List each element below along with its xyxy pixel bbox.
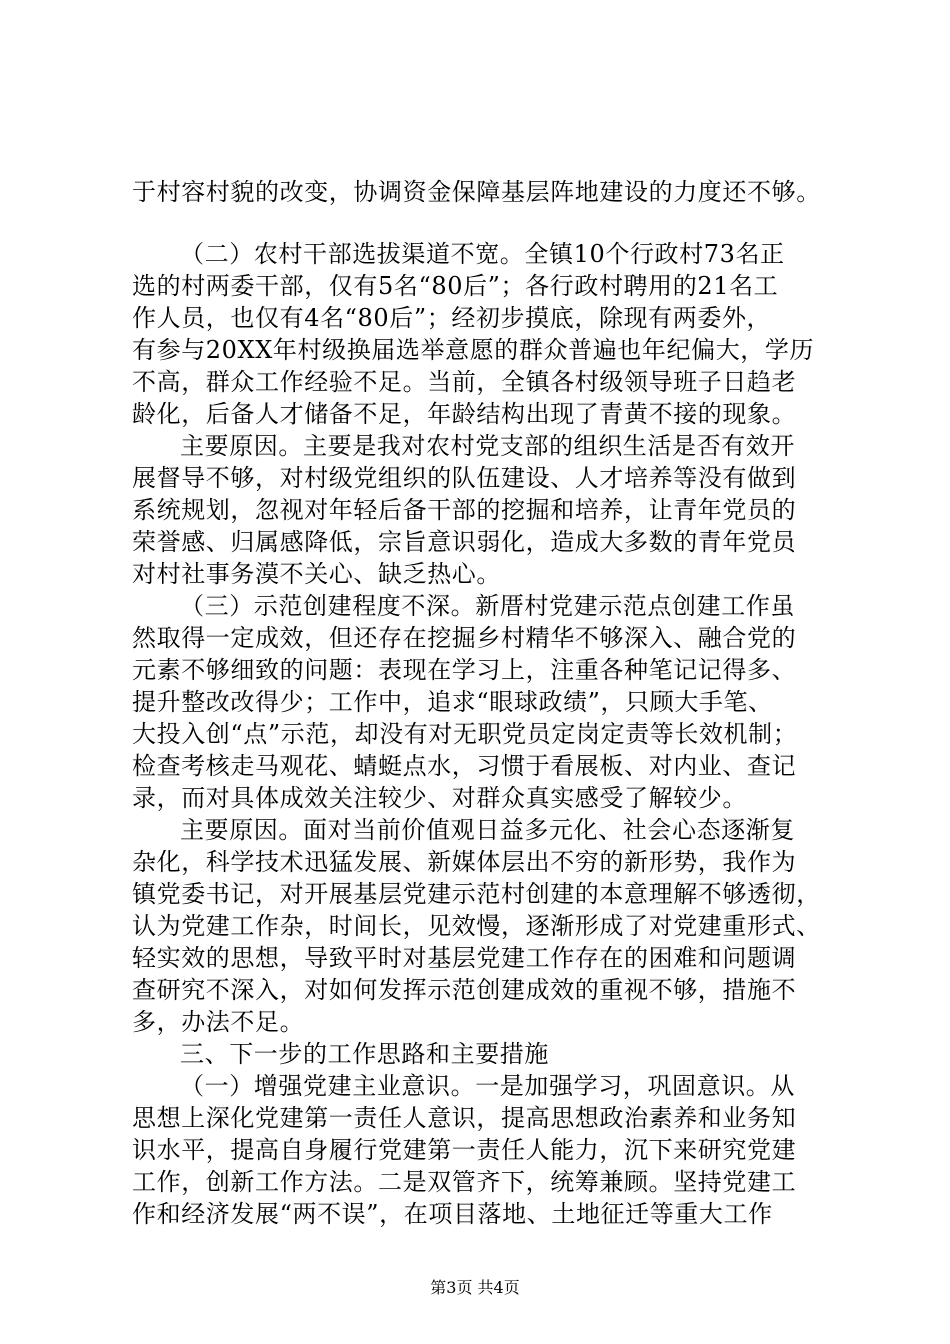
text-line: 选的村两委干部，仅有5名“80后”；各行政村聘用的21名工 — [132, 272, 779, 300]
text-line: 对村社事务漠不关心、缺乏热心。 — [132, 560, 501, 588]
text-line: 检查考核走马观花、蜻蜓点水，习惯于看展板、对内业、查记 — [132, 752, 797, 780]
text-line: 认为党建工作杂，时间长，见效慢，逐渐形成了对党建重形式、 — [132, 912, 821, 940]
paragraph-start: 主要原因。主要是我对农村党支部的组织生活是否有效开 — [180, 432, 795, 460]
text-line: 展督导不够，对村级党组织的队伍建设、人才培养等没有做到 — [132, 464, 797, 492]
paragraph-start: （三）示范创建程度不深。新厝村党建示范点创建工作虽 — [180, 592, 795, 620]
text-line: 荣誉感、归属感降低，宗旨意识弱化，造成大多数的青年党员 — [132, 528, 797, 556]
text-line: 不高，群众工作经验不足。当前，全镇各村级领导班子日趋老 — [132, 368, 797, 396]
text-line: 工作，创新工作方法。二是双管齐下，统筹兼顾。坚持党建工 — [132, 1168, 797, 1196]
paragraph-start: 主要原因。面对当前价值观日益多元化、社会心态逐渐复 — [180, 816, 795, 844]
paragraph-start: （一）增强党建主业意识。一是加强学习，巩固意识。从 — [180, 1072, 795, 1100]
paragraph-start: （二）农村干部选拔渠道不宽。全镇10个行政村73名正 — [180, 240, 785, 268]
text-line: 系统规划，忽视对年轻后备干部的挖掘和培养，让青年党员的 — [132, 496, 797, 524]
text-line: 有参与20XX年村级换届选举意愿的群众普遍也年纪偏大，学历 — [132, 336, 815, 364]
text-line: 杂化，科学技术迅猛发展、新媒体层出不穷的新形势，我作为 — [132, 848, 797, 876]
text-line: 轻实效的思想，导致平时对基层党建工作存在的困难和问题调 — [132, 944, 797, 972]
section-heading: 三、下一步的工作思路和主要措施 — [180, 1040, 549, 1068]
text-line: 龄化，后备人才储备不足，年龄结构出现了青黄不接的现象。 — [132, 400, 797, 428]
text-line: 元素不够细致的问题：表现在学习上，注重各种笔记记得多、 — [132, 656, 797, 684]
text-line: 提升整改改得少；工作中，追求“眼球政绩”，只顾大手笔、 — [132, 688, 773, 716]
text-line: 识水平，提高自身履行党建第一责任人能力，沉下来研究党建 — [132, 1136, 797, 1164]
text-line: 录，而对具体成效关注较少、对群众真实感受了解较少。 — [132, 784, 747, 812]
text-line: 大投入创“点”示范，却没有对无职党员定岗定责等长效机制； — [132, 720, 798, 748]
text-line: 思想上深化党建第一责任人意识，提高思想政治素养和业务知 — [132, 1104, 797, 1132]
text-line: 镇党委书记，对开展基层党建示范村创建的本意理解不够透彻， — [132, 880, 821, 908]
text-line: 多，办法不足。 — [132, 1008, 305, 1036]
text-line: 作人员，也仅有4名“80后”；经初步摸底，除现有两委外， — [132, 304, 772, 332]
page-number-footer: 第3页 共4页 — [430, 1278, 520, 1297]
text-line: 作和经济发展“两不误”，在项目落地、土地征迁等重大工作 — [132, 1200, 773, 1228]
text-line: 于村容村貌的改变，协调资金保障基层阵地建设的力度还不够。 — [132, 178, 821, 206]
text-line: 然取得一定成效，但还存在挖掘乡村精华不够深入、融合党的 — [132, 624, 797, 652]
text-line: 查研究不深入，对如何发挥示范创建成效的重视不够，措施不 — [132, 976, 797, 1004]
